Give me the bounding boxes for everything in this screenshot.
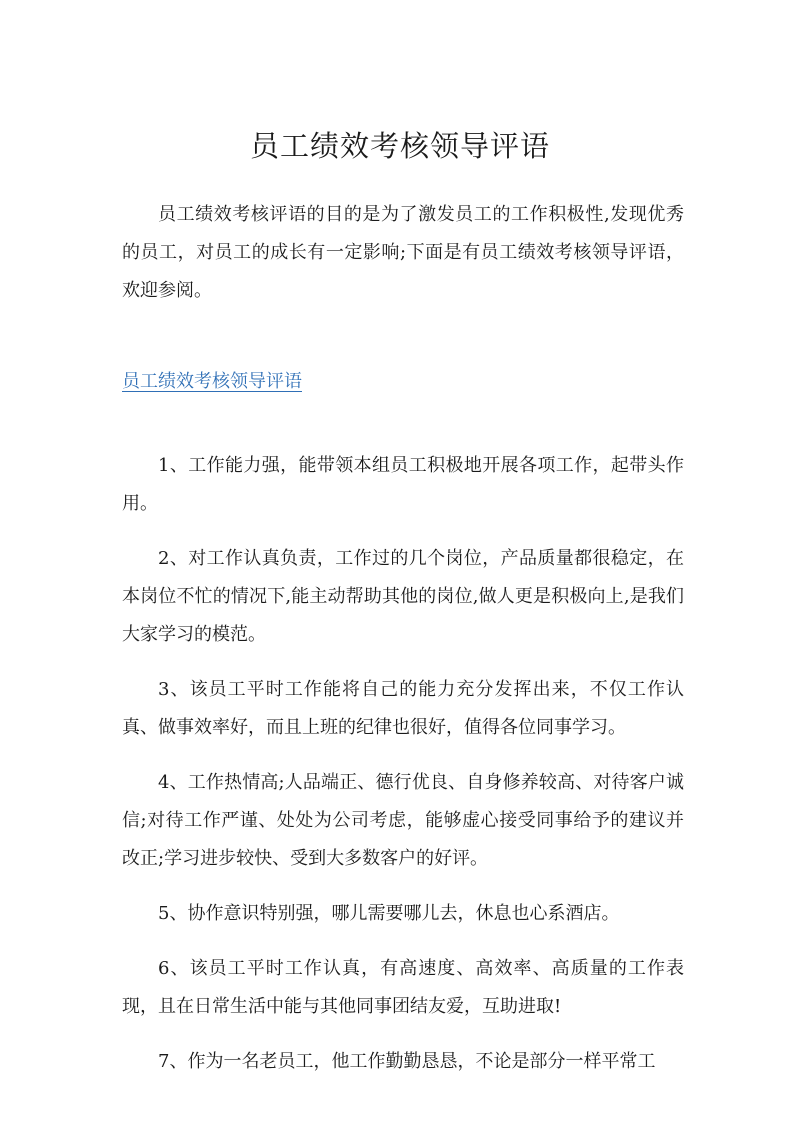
comment-item-6: 6、该员工平时工作认真，有高速度、高效率、高质量的工作表现，且在日常生活中能与其他同事团结友爱，互助进取!: [122, 958, 684, 1017]
comment-list: [122, 447, 684, 1098]
section-link[interactable]: 员工绩效考核领导评语: [122, 371, 302, 392]
comment-item-7: 7、作为一名老员工，他工作勤勤恳恳，不论是部分一样平常工: [158, 1051, 656, 1072]
comment-item-5: 5、协作意识特别强，哪儿需要哪儿去，休息也心系酒店。: [158, 903, 620, 924]
comment-item-1: 1、工作能力强，能带领本组员工积极地开展各项工作，起带头作用。: [122, 455, 684, 514]
intro-paragraph: 员工绩效考核评语的目的是为了激发员工的工作积极性,发现优秀的员工，对员工的成长有一定影响;下面是有员工绩效考核领导评语，欢迎参阅。: [122, 204, 684, 301]
page-title: 员工绩效考核领导评语: [249, 129, 550, 163]
comment-item-4: 4、工作热情高;人品端正、德行优良、自身修养较高、对待客户诚信;对待工作严谨、处处为公司考虑，能够虚心接受同事给予的建议并改正;学习进步较快、受到大多数客户的好评。: [122, 772, 684, 869]
comment-item-3: 3、该员工平时工作能将自己的能力充分发挥出来，不仅工作认真、做事效率好，而且上班的纪律也很好，值得各位同事学习。: [122, 679, 684, 738]
comment-item-2: 2、对工作认真负责，工作过的几个岗位，产品质量都很稳定，在本岗位不忙的情况下,能主动帮助其他的岗位,做人更是积极向上,是我们大家学习的模范。: [122, 548, 684, 645]
